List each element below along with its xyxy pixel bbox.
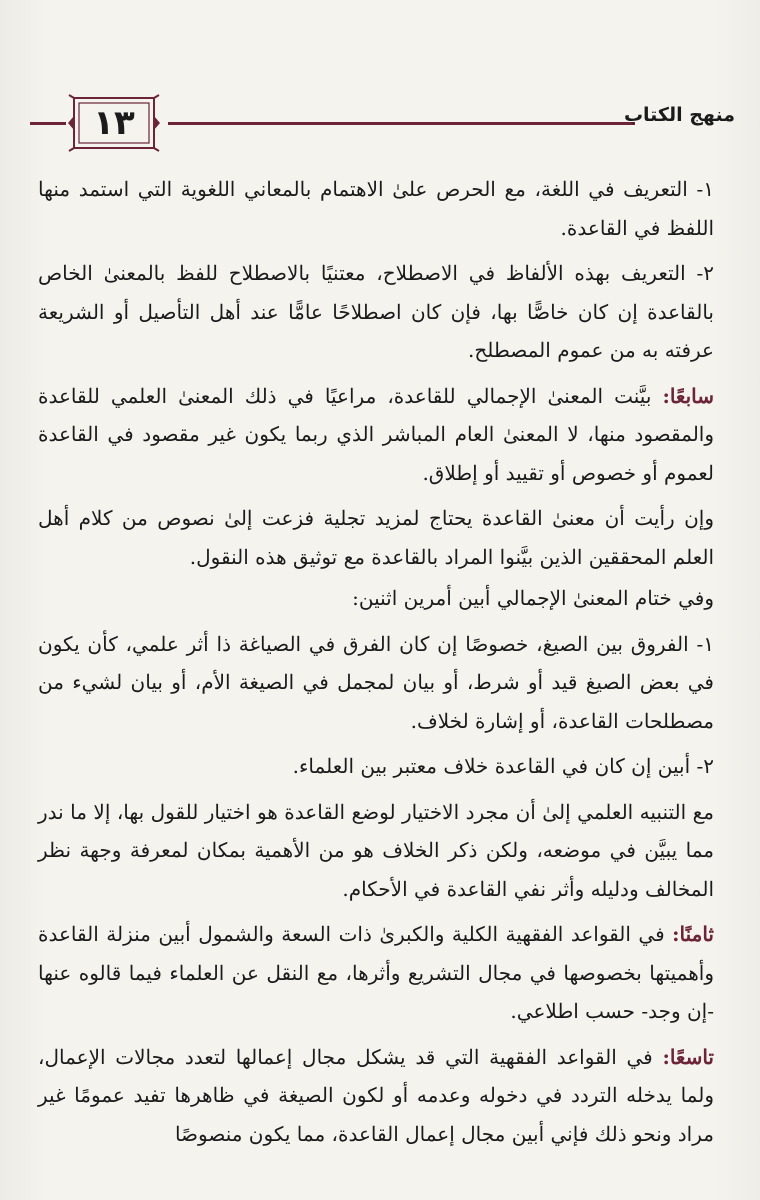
paragraph [38, 793, 714, 909]
paragraph [38, 579, 714, 618]
paragraph [38, 747, 714, 786]
page-header [30, 88, 735, 158]
paragraph-text: ١- الفروق بين الصيغ، خصوصًا إن كان الفرق في الصياغة ذا أثر علمي، كأن يكون في بعض الصيغ قيد أو شرط، أو بيان لمجمل في الصيغة الأم، أو بيان لشيء من مصطلحات القاعدة، أو إشارة لخلاف. [38, 631, 714, 733]
paragraph-text: مع التنبيه العلمي إلىٰ أن مجرد الاختيار لوضع القاعدة هو اختيار للقول بها، إلا ما ندر مما يبيَّن في موضعه، ولكن ذكر الخلاف هو من الأهمية بمكان لمعرفة وجهة نظر المخالف ودليله وأثر نفي القاعدة في الأحكام. [38, 799, 714, 901]
paragraph-text: بيَّنت المعنىٰ الإجمالي للقاعدة، مراعيًا في ذلك المعنىٰ العلمي للقاعدة والمقصود منها، لا المعنىٰ العام المباشر الذي ربما يكون غير مقصود في القاعدة لعموم أو خصوص أو تقييد أو إطلاق. [38, 383, 714, 485]
paragraph [38, 625, 714, 741]
paragraph [38, 254, 714, 370]
paragraph [38, 499, 714, 576]
paragraph [38, 1038, 714, 1154]
paragraph [38, 170, 714, 247]
body-text [38, 170, 714, 1160]
paragraph-text: في القواعد الفقهية التي قد يشكل مجال إعمالها لتعدد مجالات الإعمال، ولما يدخله التردد في دخوله وعدمه أو لكون الصيغة في ظاهرها تفيد عمومًا غير مراد ونحو ذلك فإني أبين مجال إعمال القاعدة، مما يكون منصوصًا [38, 1044, 714, 1146]
paragraph [38, 915, 714, 1031]
paragraph-lead: تاسعًا: [662, 1044, 714, 1069]
paragraph-text: وإن رأيت أن معنىٰ القاعدة يحتاج لمزيد تجلية فزعت إلىٰ نصوص من كلام أهل العلم المحققين الذين بيَّنوا المراد بالقاعدة مع توثيق هذه النقول. [38, 506, 714, 569]
paragraph-text: في القواعد الفقهية الكلية والكبرىٰ ذات السعة والشمول أبين منزلة القاعدة وأهميتها بخصوصها في مجال التشريع وأثرها، مع النقل عن العلماء فيما قالوه عنها -إن وجد- حسب اطلاعي. [38, 922, 714, 1023]
running-title: منهج الكتاب [623, 104, 735, 126]
paragraph-text: وفي ختام المعنىٰ الإجمالي أبين أمرين اثنين: [352, 586, 714, 610]
header-rule-right [168, 122, 635, 125]
paragraph-lead: سابعًا: [662, 383, 714, 408]
paragraph-text: ٢- أبين إن كان في القاعدة خلاف معتبر بين العلماء. [292, 754, 714, 778]
paragraph [38, 377, 714, 493]
header-rule-left [30, 122, 66, 125]
page-number: ١٣ [93, 103, 135, 143]
paragraph-text: ١- التعريف في اللغة، مع الحرص علىٰ الاهتمام بالمعاني اللغوية التي استمد منها اللفظ في القاعدة. [38, 177, 714, 240]
paragraph-lead: ثامنًا: [672, 922, 714, 946]
paragraph-text: ٢- التعريف بهذه الألفاظ في الاصطلاح، معتنيًا بالاصطلاح للفظ بالمعنىٰ الخاص بالقاعدة إن كان خاصًّا بها، فإن كان اصطلاحًا عامًّا عند أهل التأصيل أو الشريعة عرفته به من عموم المصطلح. [38, 261, 714, 362]
